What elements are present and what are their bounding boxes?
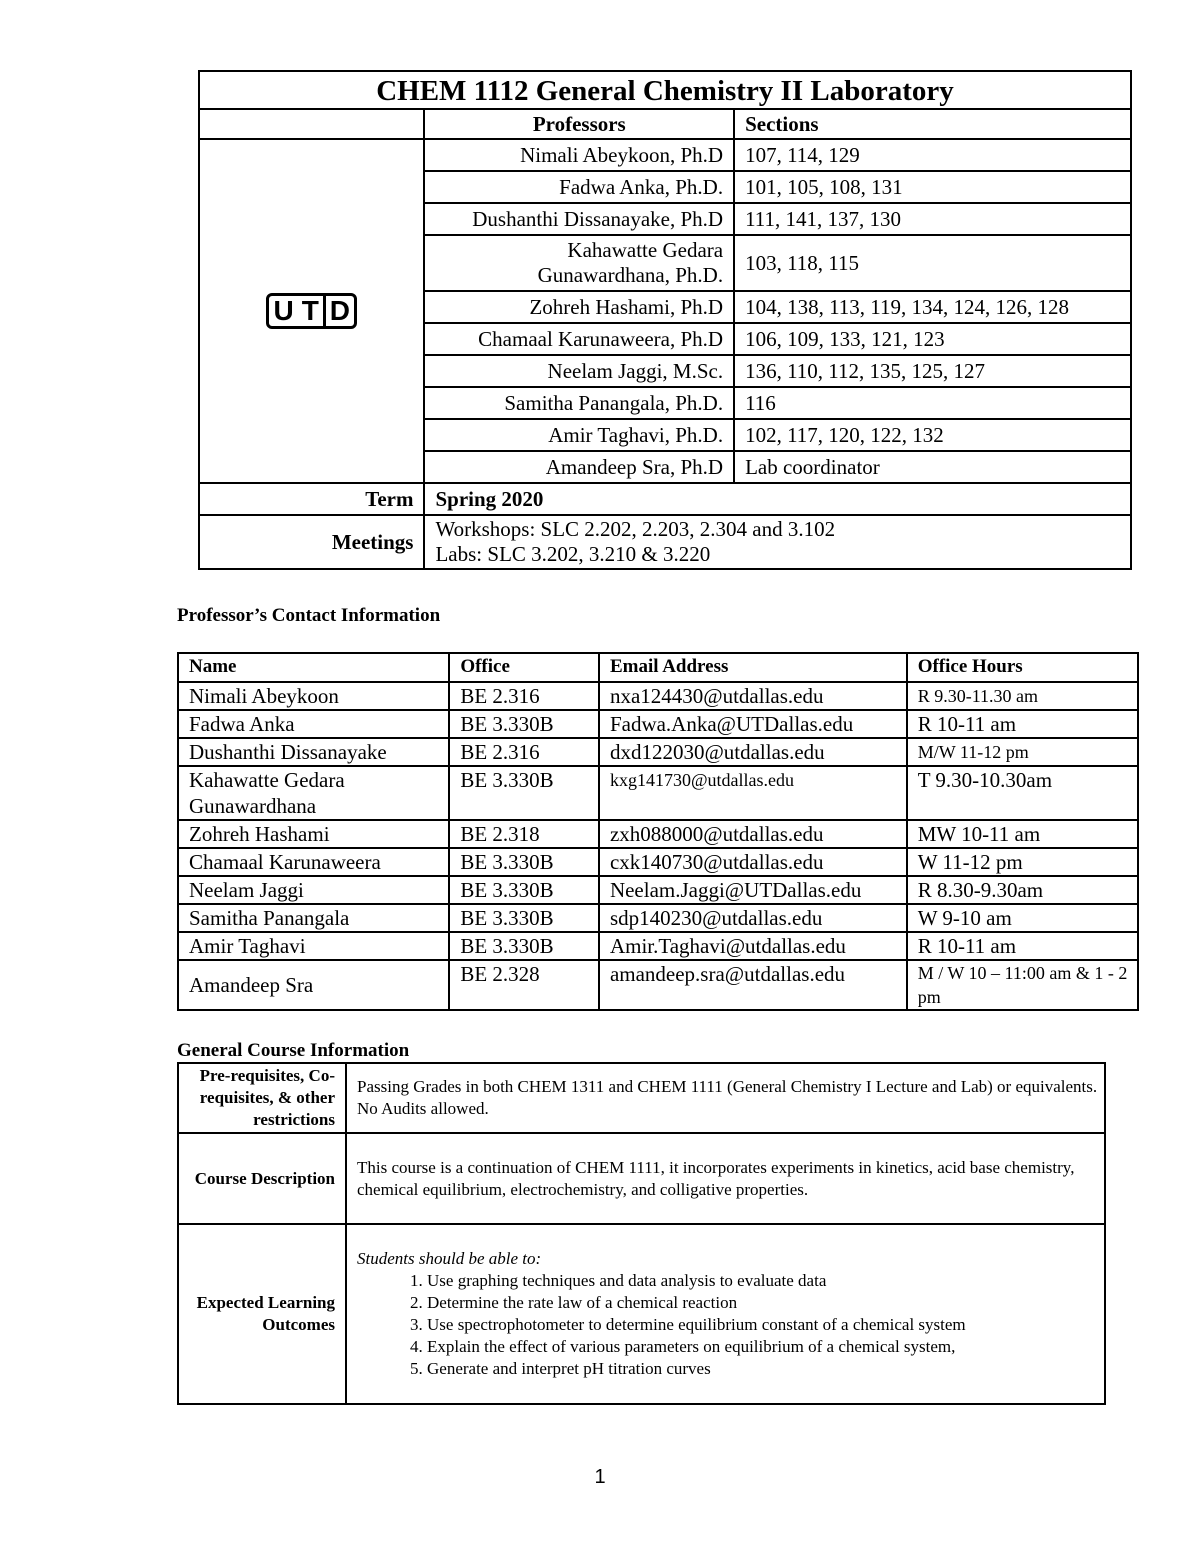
description-label: Course Description [178,1133,346,1224]
professor-name: Neelam Jaggi, M.Sc. [424,355,734,387]
logo-cell [199,139,424,483]
table-row [178,738,1138,766]
contact-name: Kahawatte Gedara Gunawardhana [178,766,449,820]
meetings-workshops: Workshops: SLC 2.202, 2.203, 2.304 and 3.102 [435,517,836,541]
contact-email: zxh088000@utdallas.edu [599,820,907,848]
email-column-header: Email Address [599,653,907,682]
term-value: Spring 2020 [424,483,1131,515]
contact-office: BE 3.330B [449,710,599,738]
professor-name: Amandeep Sra, Ph.D [424,451,734,483]
contact-hours: R 10-11 am [907,932,1138,960]
contact-email: nxa124430@utdallas.edu [599,682,907,710]
course-title: CHEM 1112 General Chemistry II Laboratory [199,71,1131,109]
contact-name: Zohreh Hashami [178,820,449,848]
table-row [178,904,1138,932]
hours-column-header: Office Hours [907,653,1138,682]
contact-hours: R 8.30-9.30am [907,876,1138,904]
office-column-header: Office [449,653,599,682]
professor-name: Nimali Abeykoon, Ph.D [424,139,734,171]
list-item: 2. Determine the rate law of a chemical reaction [427,1292,1104,1314]
term-label: Term [199,483,424,515]
table-row [178,848,1138,876]
header-blank-cell [199,109,424,139]
contact-name: Neelam Jaggi [178,876,449,904]
contact-name: Samitha Panangala [178,904,449,932]
contact-heading: Professor’s Contact Information [177,605,441,626]
contact-email: Amir.Taghavi@utdallas.edu [599,932,907,960]
professor-name: Dushanthi Dissanayake, Ph.D [424,203,734,235]
contact-email: Fadwa.Anka@UTDallas.edu [599,710,907,738]
table-row [178,932,1138,960]
list-item: 1. Use graphing techniques and data analysis to evaluate data [427,1270,1104,1292]
contact-office: BE 3.330B [449,848,599,876]
contact-office: BE 3.330B [449,904,599,932]
contact-office: BE 3.330B [449,766,599,820]
professor-sections: 102, 117, 120, 122, 132 [734,419,1131,451]
contact-email: kxg141730@utdallas.edu [599,766,907,820]
sections-column-header: Sections [734,109,1131,139]
meetings-value [424,515,1131,569]
list-item: 3. Use spectrophotometer to determine equilibrium constant of a chemical system [427,1314,1104,1336]
outcomes-value [346,1224,1105,1404]
meetings-label: Meetings [199,515,424,569]
professor-sections: 104, 138, 113, 119, 134, 124, 126, 128 [734,291,1131,323]
prereq-value: Passing Grades in both CHEM 1311 and CHEM 1111 (General Chemistry I Lecture and Lab) or equivalents. No Audits allowed. [346,1063,1105,1133]
name-column-header: Name [178,653,449,682]
contact-name: Chamaal Karunaweera [178,848,449,876]
contact-office: BE 3.330B [449,932,599,960]
contact-office: BE 2.328 [449,960,599,1010]
contact-email: sdp140230@utdallas.edu [599,904,907,932]
professor-name: Fadwa Anka, Ph.D. [424,171,734,203]
contact-hours: M / W 10 – 11:00 am & 1 - 2 pm [907,960,1138,1010]
contact-hours: T 9.30-10.30am [907,766,1138,820]
outcomes-intro: Students should be able to: [357,1249,542,1268]
contact-name: Amandeep Sra [178,960,449,1010]
professor-sections: 106, 109, 133, 121, 123 [734,323,1131,355]
contact-hours: W 11-12 pm [907,848,1138,876]
course-header-table [198,70,1132,570]
table-row [178,766,1138,820]
contact-hours: R 9.30-11.30 am [907,682,1138,710]
utd-logo: U T D [266,293,357,329]
contact-hours: W 9-10 am [907,904,1138,932]
table-row [178,876,1138,904]
table-row [178,682,1138,710]
professor-name: Zohreh Hashami, Ph.D [424,291,734,323]
professor-sections: 101, 105, 108, 131 [734,171,1131,203]
professors-column-header: Professors [424,109,734,139]
outcomes-list [357,1270,1104,1380]
table-row [178,960,1138,1010]
outcomes-label: Expected Learning Outcomes [178,1224,346,1404]
professor-sections: 107, 114, 129 [734,139,1131,171]
list-item: 5. Generate and interpret pH titration curves [427,1358,1104,1380]
table-row [178,710,1138,738]
professor-name: Chamaal Karunaweera, Ph.D [424,323,734,355]
contact-office: BE 2.316 [449,738,599,766]
prereq-label: Pre-requisites, Co-requisites, & other restrictions [178,1063,346,1133]
contact-name: Fadwa Anka [178,710,449,738]
professor-sections: 136, 110, 112, 135, 125, 127 [734,355,1131,387]
contact-table [177,652,1139,1011]
professor-sections: 111, 141, 137, 130 [734,203,1131,235]
list-item: 4. Explain the effect of various parameters on equilibrium of a chemical system, [427,1336,1104,1358]
general-info-table [177,1062,1106,1405]
contact-email: amandeep.sra@utdallas.edu [599,960,907,1010]
contact-hours: M/W 11-12 pm [907,738,1138,766]
general-heading: General Course Information [177,1040,410,1061]
contact-email: Neelam.Jaggi@UTDallas.edu [599,876,907,904]
professor-name: Samitha Panangala, Ph.D. [424,387,734,419]
professor-name: Kahawatte Gedara Gunawardhana, Ph.D. [424,235,734,291]
contact-hours: MW 10-11 am [907,820,1138,848]
contact-email: dxd122030@utdallas.edu [599,738,907,766]
contact-office: BE 2.318 [449,820,599,848]
professor-sections: 116 [734,387,1131,419]
description-value: This course is a continuation of CHEM 1111, it incorporates experiments in kinetics, acid base chemistry, chemical equilibrium, electrochemistry, and colligative properties. [346,1133,1105,1224]
professor-sections: 103, 118, 115 [734,235,1131,291]
contact-office: BE 3.330B [449,876,599,904]
contact-name: Dushanthi Dissanayake [178,738,449,766]
contact-name: Amir Taghavi [178,932,449,960]
contact-office: BE 2.316 [449,682,599,710]
page-number: 1 [594,1466,606,1488]
contact-hours: R 10-11 am [907,710,1138,738]
table-row [178,820,1138,848]
meetings-labs: Labs: SLC 3.202, 3.210 & 3.220 [435,542,711,566]
professor-sections: Lab coordinator [734,451,1131,483]
professor-name: Amir Taghavi, Ph.D. [424,419,734,451]
contact-name: Nimali Abeykoon [178,682,449,710]
contact-email: cxk140730@utdallas.edu [599,848,907,876]
